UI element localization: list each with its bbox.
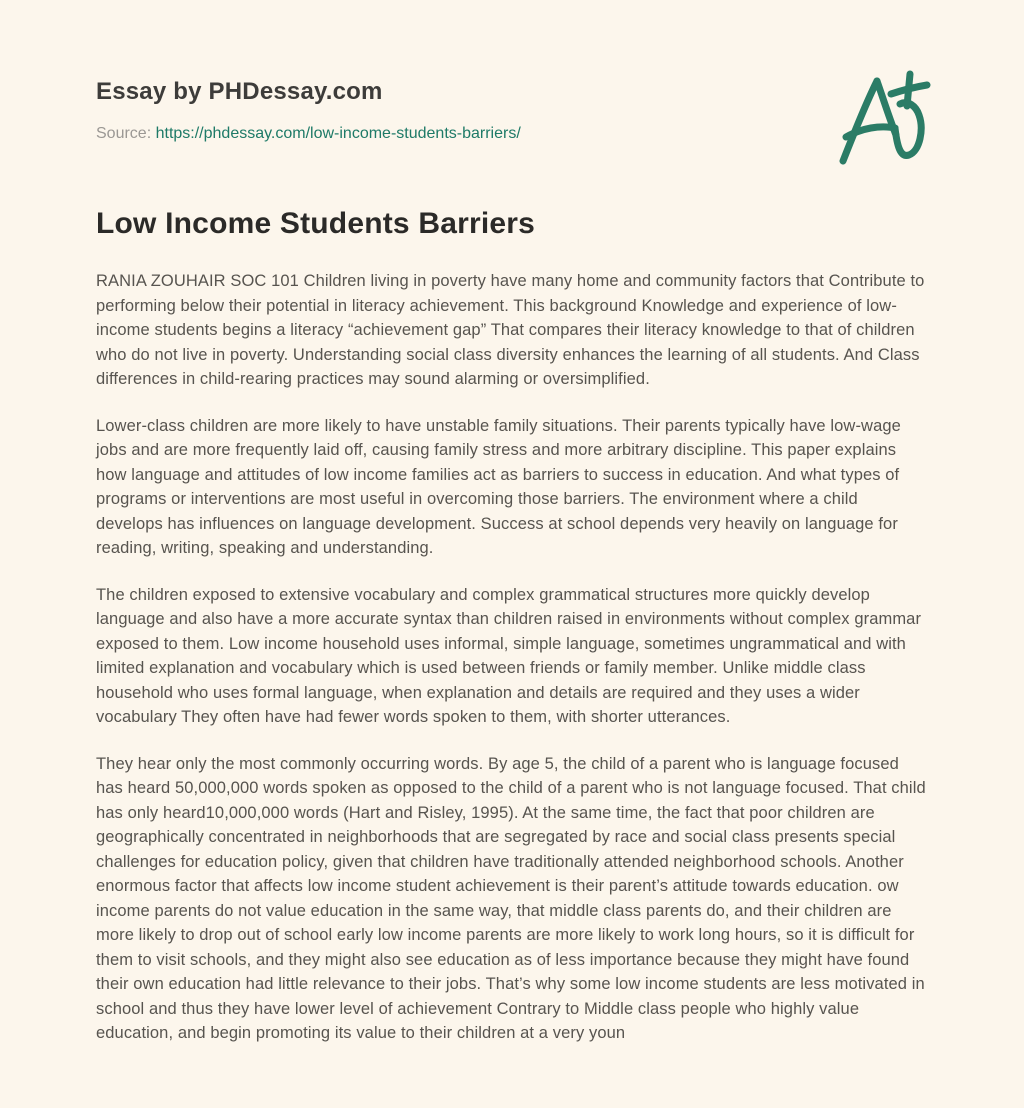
essay-byline: Essay by PHDessay.com (96, 78, 383, 105)
page-title: Low Income Students Barriers (96, 207, 536, 240)
essay-body (96, 269, 928, 1046)
essay-paragraph: The children exposed to extensive vocabulary and complex grammatical structures more quickly develop language and also have a more accurate syntax than children raised in environments without complex grammar exposed to them. Low income household uses informal, simple language, sometimes ungrammatical and with limited explanation and vocabulary which is used between friends or family member. Unlike middle class household who uses formal language, when explanation and details are required and they uses a wider vocabulary They often have had fewer words spoken to them, with shorter utterances. (96, 585, 922, 726)
essay-paragraph: Lower-class children are more likely to have unstable family situations. Their parents typically have low-wage jobs and are more frequently laid off, causing family stress and more arbitrary discipline. This paper explains how language and attitudes of low income families act as barriers to success in education. And what types of programs or interventions are most useful in overcoming those barriers. The environment where a child develops has influences on language development. Success at school depends very heavily on language for reading, writing, speaking and understanding. (96, 416, 901, 557)
essay-paragraph: RANIA ZOUHAIR SOC 101 Children living in poverty have many home and community factors that Contribute to performing below their potential in literacy achievement. This background Knowledge and experience of low-income students begins a literacy “achievement gap” That compares their literacy knowledge to that of children who do not live in poverty. Understanding social class diversity enhances the learning of all students. And Class differences in child-rearing practices may sound alarming or oversimplified. (96, 272, 925, 388)
source-link[interactable]: https://phdessay.com/low-income-students-barriers/ (155, 125, 521, 142)
a-plus-logo-icon (836, 64, 936, 166)
source-line (96, 125, 928, 143)
source-label: Source: (96, 125, 152, 142)
essay-paragraph: They hear only the most commonly occurring words. By age 5, the child of a parent who is language focused has heard 50,000,000 words spoken as opposed to the child of a parent who is not language focused. That child has only heard10,000,000 words (Hart and Risley, 1995). At the same time, the fact that poor children are geographically concentrated in neighborhoods that are segregated by race and social class presents special challenges for education policy, given that children have traditionally attended neighborhood schools. Another enormous factor that affects low income student achievement is their parent’s attitude towards education. ow income parents do not value education in the same way, that middle class parents do, and their children are more likely to drop out of school early low income parents are more likely to work long hours, so it is difficult for them to visit schools, and they might also see education as of less importance because they might have found their own education had little relevance to their jobs. That’s why some low income students are less motivated in school and thus they have lower level of achievement Contrary to Middle class people who highly value education, and begin promoting its value to their children at a very youn (96, 754, 926, 1042)
